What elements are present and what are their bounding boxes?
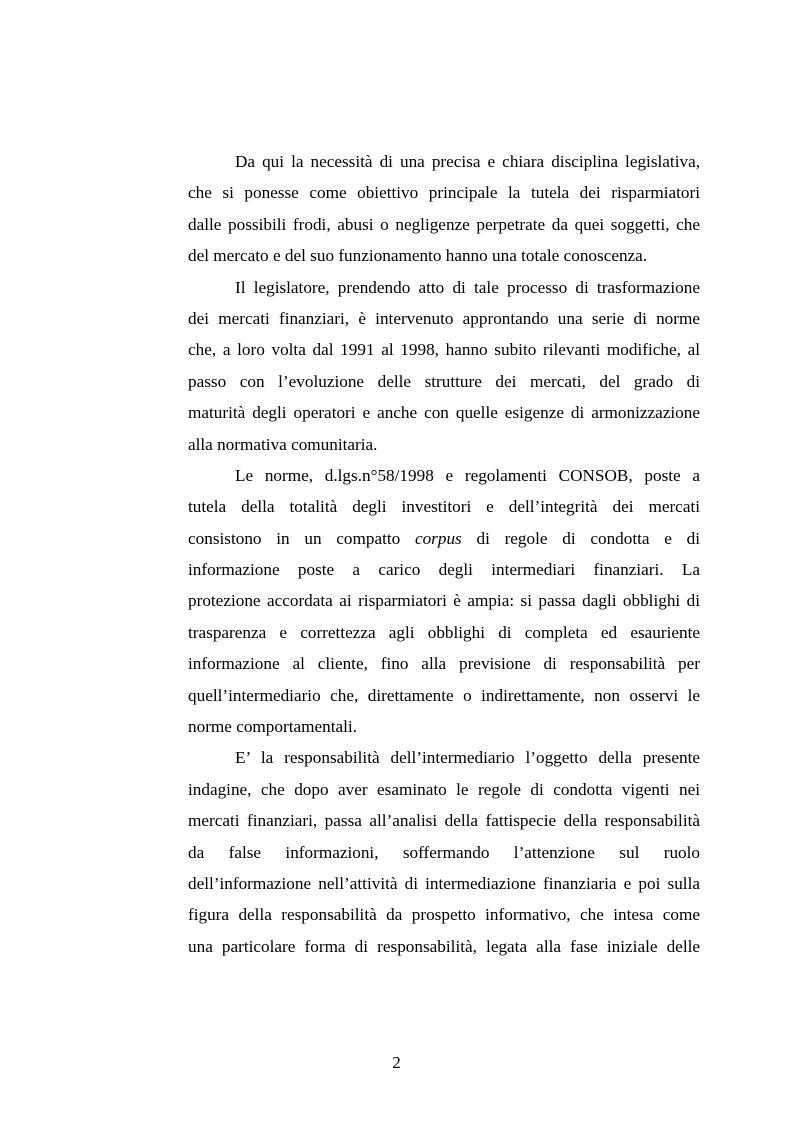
paragraph-2-line-5: maturità degli operatori e anche con quelle esigenze di armonizzazione <box>188 403 700 423</box>
paragraph-3-line-3-before: consistono in un compatto <box>188 528 415 548</box>
paragraph-4-line-7: una particolare forma di responsabilità, legata alla fase iniziale delle <box>188 936 700 956</box>
page-number: 2 <box>392 1053 401 1072</box>
paragraph-2-line-4: passo con l’evoluzione delle strutture dei mercati, del grado di <box>188 371 700 391</box>
paragraph-3-line-9: norme comportamentali. <box>188 717 357 737</box>
paragraph-3-line-5: protezione accordata ai risparmiatori è ampia: si passa dagli obblighi di <box>188 591 700 611</box>
paragraph-4-line-4: da false informazioni, soffermando l’attenzione sul ruolo <box>188 842 700 862</box>
paragraph-3-line-3 <box>188 523 700 554</box>
paragraph-2-line-2: dei mercati finanziari, è intervenuto approntando una serie di norme <box>188 308 700 328</box>
corpus-term: corpus <box>414 528 462 548</box>
paragraph-4-line-5: dell’informazione nell’attività di intermediazione finanziaria e poi sulla <box>188 873 700 893</box>
paragraph-1-line-2: che si ponesse come obiettivo principale la tutela dei risparmiatori <box>188 183 700 203</box>
paragraph-4-line-3: mercati finanziari, passa all’analisi della fattispecie della responsabilità <box>188 811 700 831</box>
paragraph-1-line-1: Da qui la necessità di una precisa e chiara disciplina legislativa, <box>235 152 700 171</box>
paragraph-4-line-2: indagine, che dopo aver esaminato le regole di condotta vigenti nei <box>188 779 700 799</box>
paragraph-1-line-4: del mercato e del suo funzionamento hanno una totale conoscenza. <box>188 246 648 266</box>
paragraph-3-line-4: informazione poste a carico degli intermediari finanziari. La <box>188 560 700 580</box>
paragraph-2-line-6: alla normativa comunitaria. <box>188 434 378 454</box>
paragraph-3-line-6: trasparenza e correttezza agli obblighi di completa ed esauriente <box>188 622 700 642</box>
paragraph-1-line-3: dalle possibili frodi, abusi o negligenze perpetrate da quei soggetti, che <box>188 214 700 234</box>
paragraph-4-line-1: E’ la responsabilità dell’intermediario l’oggetto della presente <box>235 748 700 768</box>
paragraph-3-line-7: informazione al cliente, fino alla previsione di responsabilità per <box>188 654 700 674</box>
paragraph-3-line-3-after: di regole di condotta e di <box>461 528 700 548</box>
paragraph-2-line-1: Il legislatore, prendendo atto di tale processo di trasformazione <box>235 277 700 297</box>
paragraph-3-line-8: quell’intermediario che, direttamente o indirettamente, non osservi le <box>188 685 700 705</box>
paragraph-2-line-3: che, a loro volta dal 1991 al 1998, hanno subito rilevanti modifiche, al <box>188 340 700 360</box>
paragraph-3-line-1: Le norme, d.lgs.n°58/1998 e regolamenti CONSOB, poste a <box>235 465 700 485</box>
paragraph-3-line-2: tutela della totalità degli investitori e dell’integrità dei mercati <box>188 497 700 517</box>
paragraph-4-line-6: figura della responsabilità da prospetto informativo, che intesa come <box>188 905 700 925</box>
body-text <box>188 146 700 962</box>
